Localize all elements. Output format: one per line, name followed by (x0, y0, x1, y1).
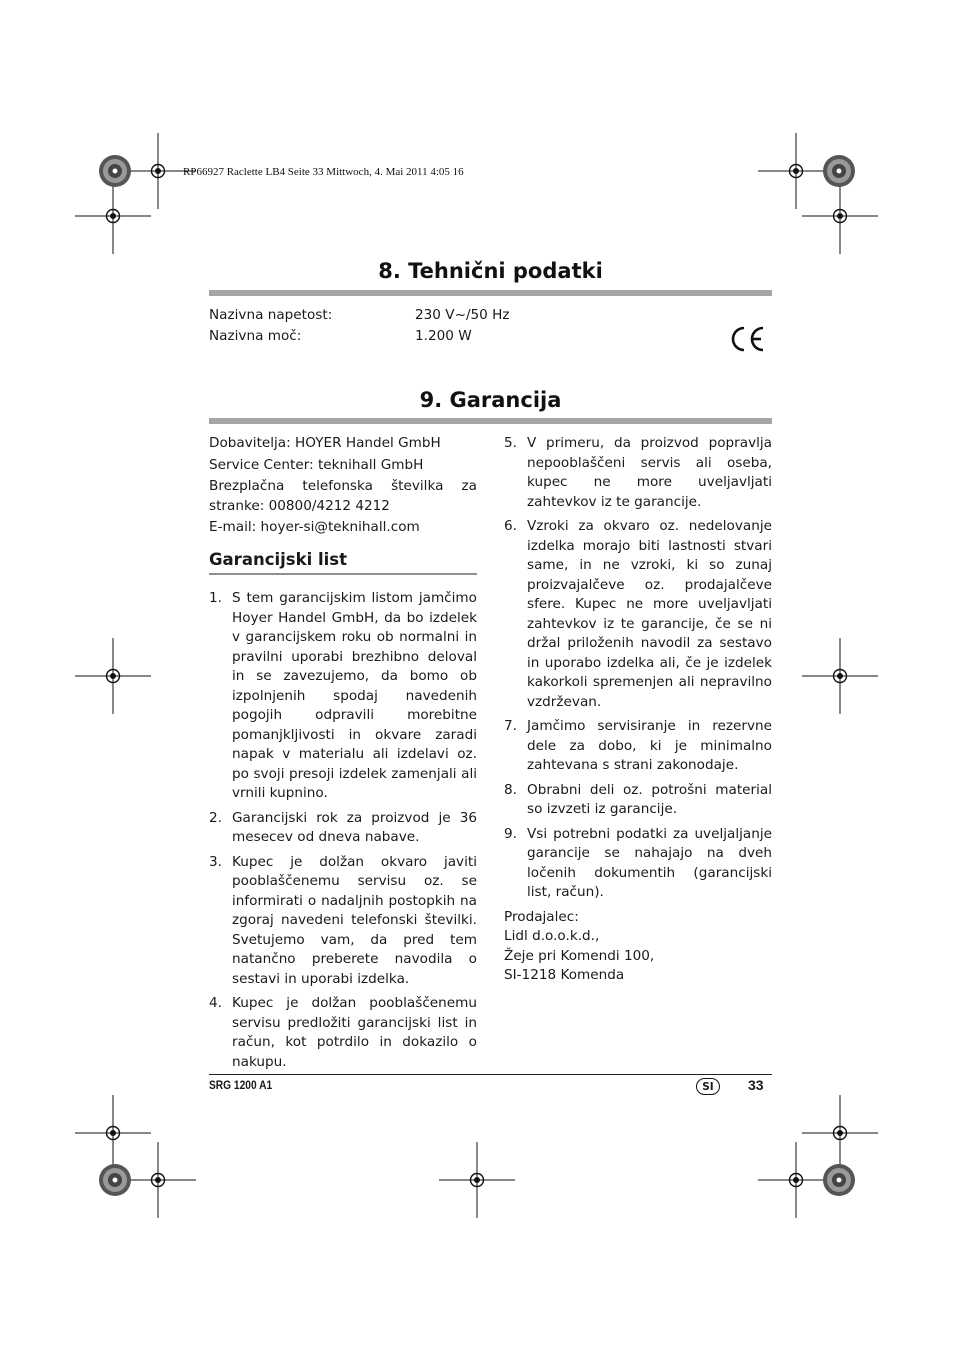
list-item: 4. Kupec je dolžan pooblaščenemu servisu predložiti garancijski list in račun, kot potrdilo in dokazilo o nakupu. (209, 995, 477, 1070)
registration-mark-icon (802, 638, 878, 714)
page-number: 33 (748, 1077, 764, 1093)
left-column (209, 434, 477, 1077)
warranty-terms-right (504, 434, 772, 903)
list-item: 7. Jamčimo servisiranje in rezervne dele za dobo, ki je minimalno zahtevana s strani zakonodaje. (504, 718, 772, 773)
list-item: 8. Obrabni deli oz. potrošni material so izvzeti iz garancije. (504, 781, 772, 817)
list-item: 6. Vzroki za okvaro oz. nedelovanje izdelka morajo biti lastnosti stvari same, in ne vzroki, ki so zunaj proizvajalčeve oz. prodajalčeve sfere. Kupec ne more uveljavljati zahtevkov iz te garancije, če se ni držal priloženih navodil za sestavo in uporabo izdelka ali, če je izdelek kakorkoli spremenjen ali nepravilno vzdrževan. (504, 518, 772, 710)
ce-mark-icon (729, 324, 767, 354)
color-target-icon (823, 155, 855, 187)
seller-street: Žeje pri Komendi 100, (504, 947, 655, 964)
registration-mark-icon (802, 1095, 878, 1171)
color-target-icon (823, 1164, 855, 1196)
print-info: RP66927 Raclette LB4 Seite 33 Mittwoch, 4. Mai 2011 4:05 16 (183, 166, 464, 178)
registration-mark-icon (802, 178, 878, 254)
section-9-title: 9. Garancija (419, 388, 562, 412)
supplier-line: Dobavitelja: HOYER Handel GmbH (209, 435, 441, 451)
seller-city: SI-1218 Komenda (504, 967, 625, 983)
seller-label: Prodajalec: (504, 908, 579, 925)
email-line: E-mail: hoyer-si@teknihall.com (209, 519, 420, 535)
hotline-line: Brezplačna telefonska številka za stranke: 00800/4212 4212 (209, 478, 477, 514)
spec-label-voltage: Nazivna napetost: (209, 307, 333, 323)
spec-value-voltage: 230 V~/50 Hz (415, 307, 510, 323)
registration-mark-icon (75, 638, 151, 714)
footer-rule (209, 1074, 772, 1075)
registration-mark-icon (439, 1142, 515, 1218)
seller-block (504, 908, 772, 986)
language-badge: SI (696, 1078, 720, 1095)
registration-mark-icon (75, 1095, 151, 1171)
color-target-icon (99, 1164, 131, 1196)
list-item: 5. V primeru, da proizvod popravlja nepooblaščeni servis ali oseba, kupec ne more uveljavljati zahtevkov iz te garancije. (504, 435, 772, 510)
list-item: 2. Garancijski rok za proizvod je 36 mesecev od dneva nabave. (209, 809, 477, 845)
section-8-rule (209, 290, 772, 296)
registration-mark-icon (120, 1142, 196, 1218)
section-8-title: 8. Tehnični podatki (378, 259, 603, 283)
color-target-icon (99, 155, 131, 187)
spec-label-power: Nazivna moč: (209, 328, 302, 344)
right-column (504, 434, 772, 986)
warranty-terms-left (209, 589, 477, 1072)
service-center-line: Service Center: teknihall GmbH (209, 456, 424, 473)
list-item: 3. Kupec je dolžan okvaro javiti pooblaščenemu servisu oz. se informirati o nadaljnih postopkih na zgoraj navedeni telefonski številki. Svetujemo vam, da pred tem natančno preberete navodila o sestavi in uporabi izdelka. (209, 853, 477, 987)
registration-mark-icon (758, 133, 834, 209)
model-number: SRG 1200 A1 (209, 1078, 273, 1092)
section-9-rule (209, 418, 772, 424)
seller-name: Lidl d.o.o.k.d., (504, 928, 600, 944)
list-item: 9. Vsi potrebni podatki za uveljaljanje garancije se nahajajo na dveh ločenih dokumentih (garancijski list, račun). (504, 825, 772, 900)
subtitle-rule (209, 573, 477, 575)
registration-mark-icon (758, 1142, 834, 1218)
registration-mark-icon (75, 178, 151, 254)
warranty-card-title: Garancijski list (209, 549, 348, 569)
list-item: 1. S tem garancijskim listom jamčimo Hoyer Handel GmbH, da bo izdelek v garancijskem roku ob normalni in pravilni uporabi brezhibno deloval in se zavezujemo, da bomo ob izpolnjenih spodaj navedenih pogojih odpravili morebitne pomanjkljivosti in okvare zaradi napak v materialu ali izdelavi oz. po svoji presoji izdelek zamenjali ali vrnili kupnino. (209, 590, 477, 801)
spec-value-power: 1.200 W (415, 328, 472, 344)
